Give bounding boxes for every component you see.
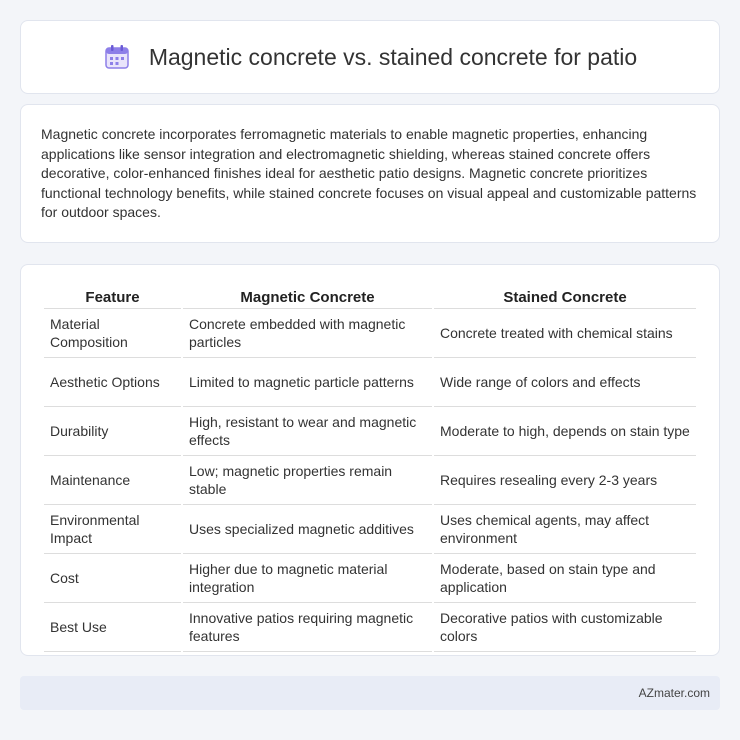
feature-cell: Durability [44,407,181,456]
magnetic-cell: Innovative patios requiring magnetic features [183,603,432,652]
feature-cell: Cost [44,554,181,603]
feature-cell: Aesthetic Options [44,358,181,407]
magnetic-cell: Low; magnetic properties remain stable [183,456,432,505]
header-feature: Feature [44,285,181,309]
table-row [44,309,696,358]
feature-cell: Best Use [44,603,181,652]
feature-cell: Environmental Impact [44,505,181,554]
header-magnetic-concrete: Magnetic Concrete [183,285,432,309]
table-row [44,554,696,603]
feature-cell: Material Composition [44,309,181,358]
footer-brand[interactable]: AZmater.com [638,686,710,700]
table-row [44,505,696,554]
title-card [20,20,720,94]
stained-cell: Uses chemical agents, may affect environment [434,505,696,554]
summary-card [20,104,720,243]
magnetic-cell: Uses specialized magnetic additives [183,505,432,554]
table-header-row [44,285,696,309]
page-title: Magnetic concrete vs. stained concrete for patio [148,43,638,70]
header-stained-concrete: Stained Concrete [434,285,696,309]
comparison-table-card [20,264,720,656]
stained-cell: Requires resealing every 2-3 years [434,456,696,505]
table-row [44,456,696,505]
stained-cell: Decorative patios with customizable colors [434,603,696,652]
stained-cell: Wide range of colors and effects [434,358,696,407]
table-row [44,603,696,652]
table-row [44,358,696,407]
magnetic-cell: Higher due to magnetic material integration [183,554,432,603]
footer [20,676,720,710]
magnetic-cell: Limited to magnetic particle patterns [183,358,432,407]
magnetic-cell: Concrete embedded with magnetic particles [183,309,432,358]
comparison-table [42,285,698,652]
calendar-icon [103,43,131,71]
stained-cell: Moderate, based on stain type and application [434,554,696,603]
stained-cell: Moderate to high, depends on stain type [434,407,696,456]
feature-cell: Maintenance [44,456,181,505]
stained-cell: Concrete treated with chemical stains [434,309,696,358]
summary-text: Magnetic concrete incorporates ferromagnetic materials to enable magnetic properties, enhancing applications like sensor integration and electromagnetic shielding, whereas stained concrete offers decorative, color-enhanced finishes ideal for aesthetic patio designs. Magnetic concrete prioritizes functional technology benefits, while stained concrete focuses on visual appeal and customizable patterns for outdoor spaces. [41,126,697,220]
table-row [44,407,696,456]
magnetic-cell: High, resistant to wear and magnetic effects [183,407,432,456]
